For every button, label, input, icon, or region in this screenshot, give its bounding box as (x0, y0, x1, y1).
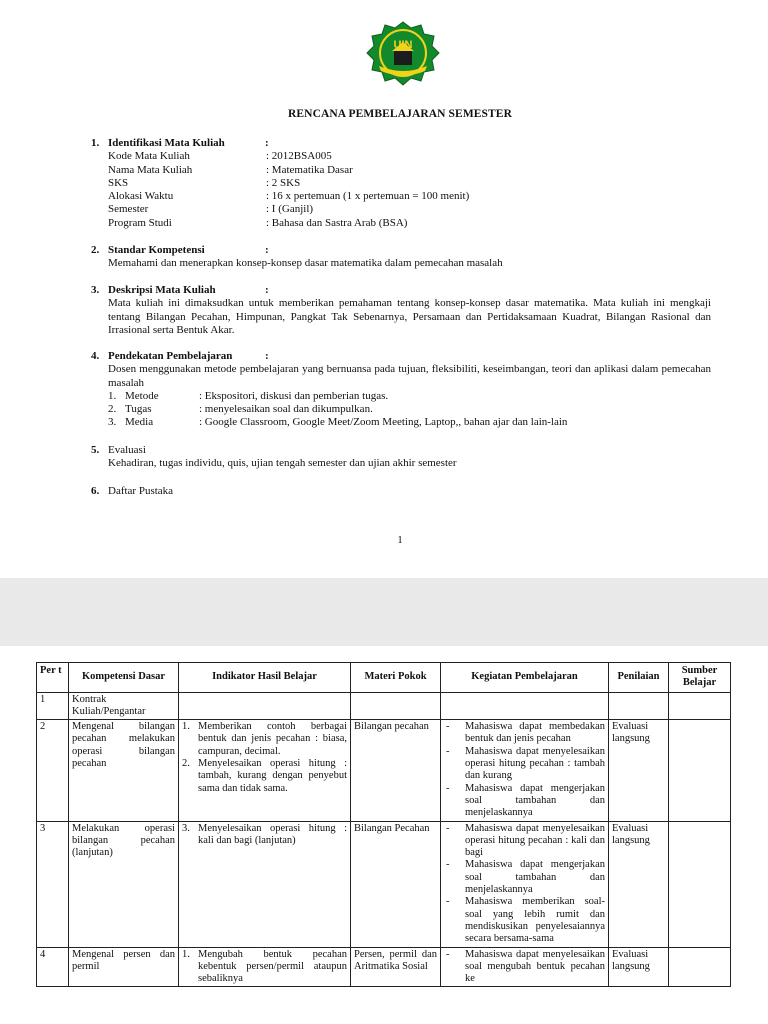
column-header: Per t (37, 663, 69, 693)
section-body: Memahami dan menerapkan konsep-konsep dasar matematika dalam pemecahan masalah (108, 257, 503, 270)
cell-penilaian: Evaluasi langsung (609, 947, 669, 987)
list-item: - Mahasiswa dapat menyelesaikan soal mengubah bentuk pecahan ke (446, 948, 605, 985)
section-heading: Deskripsi Mata Kuliah : (108, 284, 269, 296)
table-row (37, 947, 731, 987)
uin-logo (365, 20, 441, 88)
cell-sumber (669, 692, 731, 720)
cell-pert: 3 (37, 821, 69, 947)
list-item: - Mahasiswa dapat mengerjakan soal tambahan dan menjelaskannya (446, 859, 605, 896)
kv-row: Alokasi Waktu : 16 x pertemuan (1 x pertemuan = 100 menit) (108, 190, 470, 203)
section-heading: Standar Kompetensi : (108, 244, 269, 256)
section-number: 1. (91, 137, 100, 149)
document-page-2 (0, 646, 768, 1024)
cell-penilaian (609, 692, 669, 720)
cell-materi: Bilangan pecahan (351, 720, 441, 821)
table-header-row (37, 663, 731, 693)
kv-row: SKS : 2 SKS (108, 176, 301, 189)
list-item: - Mahasiswa memberikan soal-soal yang lebih rumit dan mendiskusikan penyelesaiannya secara bersama-sama (446, 896, 605, 945)
cell-sumber (669, 947, 731, 987)
svg-text:UIN: UIN (393, 39, 413, 51)
section-body: Dosen menggunakan metode pembelajaran yang bernuansa pada tujuan, fleksibiliti, keseimbangan, teori dan aplikasi dalam pemecahan masalah (108, 363, 711, 389)
cell-kompetensi: Kontrak Kuliah/Pengantar (69, 692, 179, 720)
section-deskripsi (91, 284, 711, 337)
cell-indikator (179, 821, 351, 947)
section-daftar-pustaka (91, 485, 711, 498)
cell-kegiatan (441, 692, 609, 720)
list-item: - Mahasiswa dapat menyelesaikan operasi hitung pecahan : tambah dan kurang (446, 745, 605, 782)
list-item: 2. Menyelesaikan operasi hitung : tambah, kurang dengan penyebut sama dan tidak sama. (182, 758, 347, 794)
cell-sumber (669, 821, 731, 947)
column-header: Kegiatan Pembelajaran (441, 663, 609, 693)
cell-kompetensi: Melakukan operasi bilangan pecahan (lanjutan) (69, 821, 179, 947)
cell-penilaian: Evaluasi langsung (609, 720, 669, 821)
list-item: 1. Memberikan contoh berbagai bentuk dan jenis pecahan : biasa, campuran, decimal. (182, 721, 347, 757)
cell-pert: 4 (37, 947, 69, 987)
cell-kegiatan (441, 720, 609, 821)
cell-kompetensi: Mengenal bilangan pecahan melakukan operasi bilangan pecahan (69, 720, 179, 821)
cell-penilaian: Evaluasi langsung (609, 821, 669, 947)
column-header: Kompetensi Dasar (69, 663, 179, 693)
cell-sumber (669, 720, 731, 821)
list-item: - Mahasiswa dapat membedakan bentuk dan jenis pecahan (446, 721, 605, 745)
section-body: Mata kuliah ini dimaksudkan untuk memberikan pemahaman tentang konsep-konsep dasar matematika. Mata kuliah ini mengkaji tentang Bilangan Pecahan, Himpunan, Pangkat Tak Sebenarnya, Persamaan dan Pertidaksamaan Kuadrat, Bilangan Rasional dan Irrasional serta Bentuk Akar. (108, 297, 711, 336)
kv-row: Semester : I (Ganjil) (108, 203, 314, 216)
column-header: Indikator Hasil Belajar (179, 663, 351, 693)
cell-kegiatan (441, 821, 609, 947)
list-item: - Mahasiswa dapat menyelesaikan operasi hitung pecahan : kali dan bagi (446, 822, 605, 859)
list-item: 1. Mengubah bentuk pecahan kebentuk persen/permil ataupun sebaliknya (182, 948, 347, 985)
section-number: 2. (91, 244, 100, 256)
list-item: 3. Media : Google Classroom, Google Meet/Zoom Meeting, Laptop,, bahan ajar dan lain-lain (108, 416, 568, 429)
section-heading: Evaluasi (108, 444, 146, 456)
section-body: Kehadiran, tugas individu, quis, ujian tengah semester dan ujian akhir semester (108, 457, 457, 470)
section-heading: Pendekatan Pembelajaran : (108, 350, 269, 362)
section-heading: Daftar Pustaka (108, 485, 174, 497)
section-number: 3. (91, 284, 100, 296)
rps-table (36, 662, 731, 987)
cell-materi: Persen, permil dan Aritmatika Sosial (351, 947, 441, 987)
page-number: 1 (397, 534, 403, 546)
section-number: 4. (91, 350, 100, 362)
list-item: 3. Menyelesaikan operasi hitung : kali dan bagi (lanjutan) (182, 822, 347, 846)
section-identifikasi (91, 137, 711, 230)
section-pendekatan (91, 350, 711, 430)
list-item: 1. Metode : Ekspositori, diskusi dan pemberian tugas. (108, 389, 389, 402)
method-list (108, 390, 711, 430)
cell-indikator (179, 720, 351, 821)
column-header: Penilaian (609, 663, 669, 693)
kv-row: Kode Mata Kuliah : 2012BSA005 (108, 150, 332, 163)
document-title: RENCANA PEMBELAJARAN SEMESTER (288, 108, 512, 120)
cell-indikator (179, 947, 351, 987)
section-number: 6. (91, 485, 100, 497)
cell-pert: 2 (37, 720, 69, 821)
cell-indikator (179, 692, 351, 720)
list-item: 2. Tugas : menyelesaikan soal dan dikumpulkan. (108, 403, 373, 416)
section-standar-kompetensi (91, 244, 711, 271)
cell-pert: 1 (37, 692, 69, 720)
cell-kompetensi: Mengenal persen dan permil (69, 947, 179, 987)
cell-materi: Bilangan Pecahan (351, 821, 441, 947)
kv-row: Nama Mata Kuliah : Matematika Dasar (108, 163, 353, 176)
section-heading: Identifikasi Mata Kuliah : (108, 137, 269, 149)
table-row (37, 692, 731, 720)
kv-row: Program Studi : Bahasa dan Sastra Arab (BSA) (108, 216, 408, 229)
cell-materi (351, 692, 441, 720)
column-header: Sumber Belajar (669, 663, 731, 693)
table-row (37, 720, 731, 821)
section-evaluasi (91, 444, 711, 471)
list-item: - Mahasiswa dapat mengerjakan soal tambahan dan menjelaskannya (446, 782, 605, 819)
table-row (37, 821, 731, 947)
column-header: Materi Pokok (351, 663, 441, 693)
section-number: 5. (91, 444, 100, 456)
cell-kegiatan (441, 947, 609, 987)
